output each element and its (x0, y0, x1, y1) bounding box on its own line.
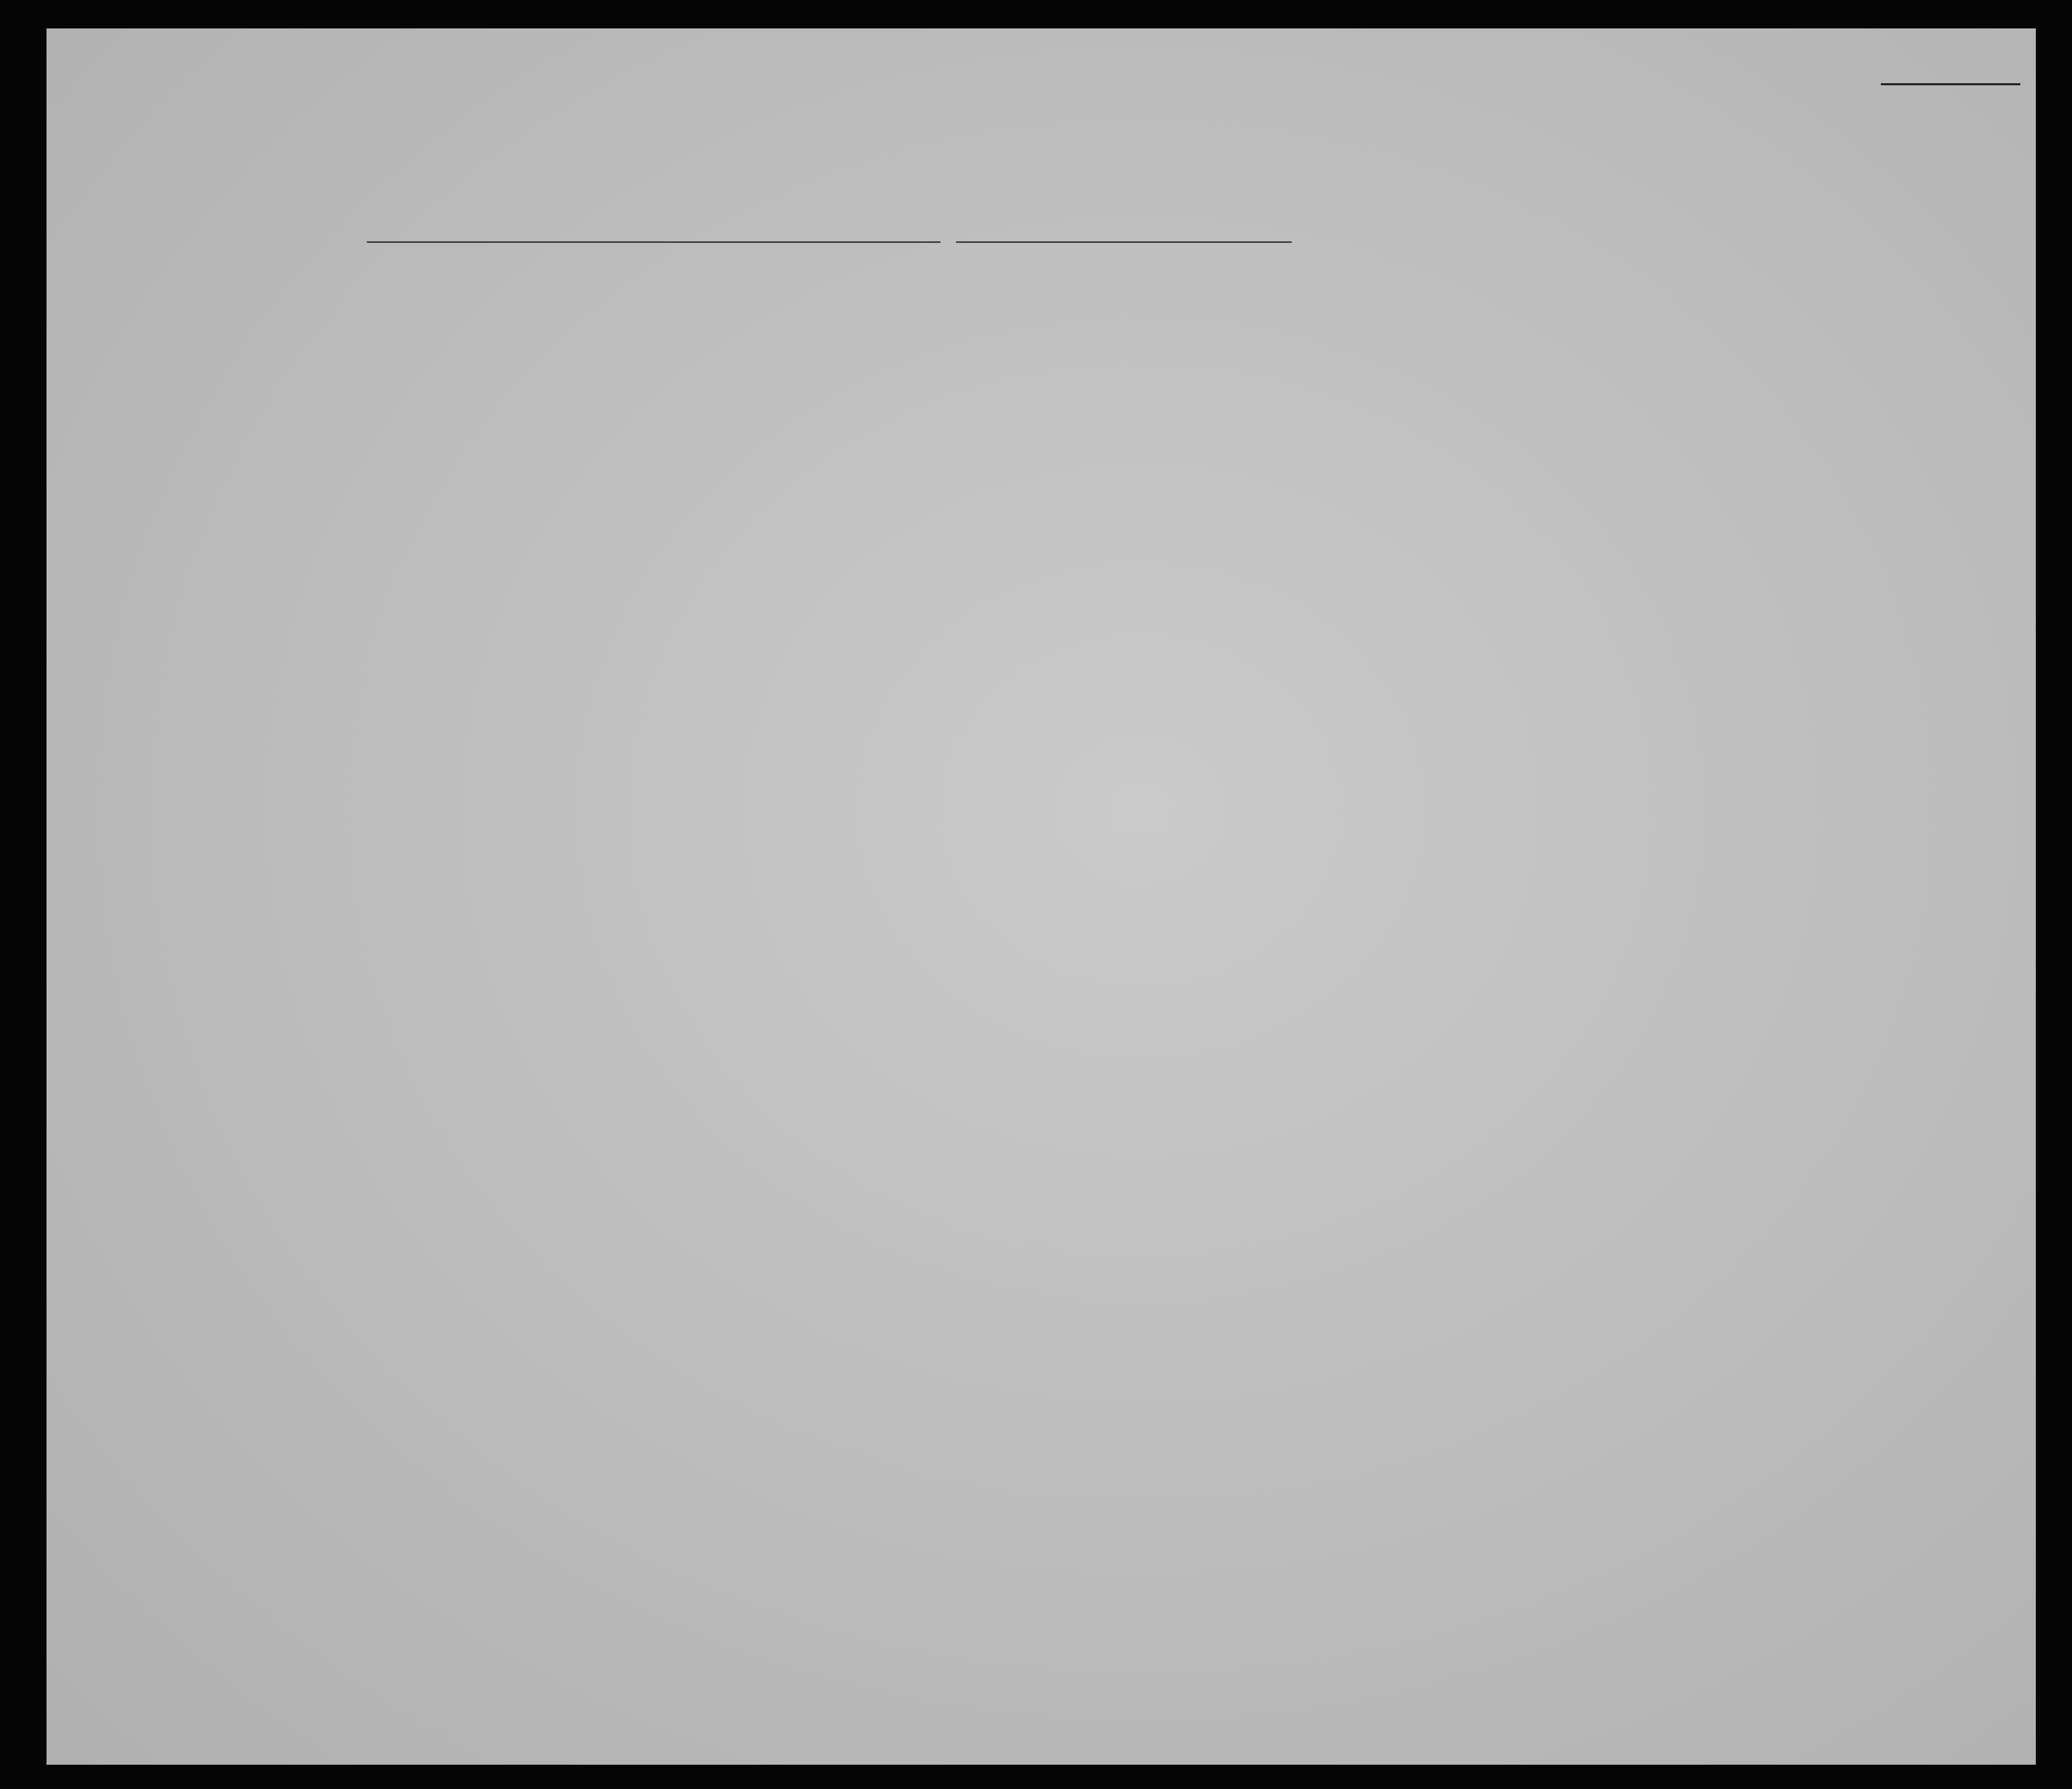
header-prison-almshouse (1386, 302, 1417, 431)
header-deported (1586, 302, 1617, 431)
header-overthrow (1481, 302, 1524, 431)
header-citizen-intent (1343, 317, 1374, 430)
header-length-of-stay (1280, 317, 1311, 430)
form-grid (47, 28, 2036, 1765)
manifest-sheet (47, 28, 2036, 1765)
header-labor-offer (1527, 302, 1571, 431)
header-return-intent (1218, 317, 1257, 430)
